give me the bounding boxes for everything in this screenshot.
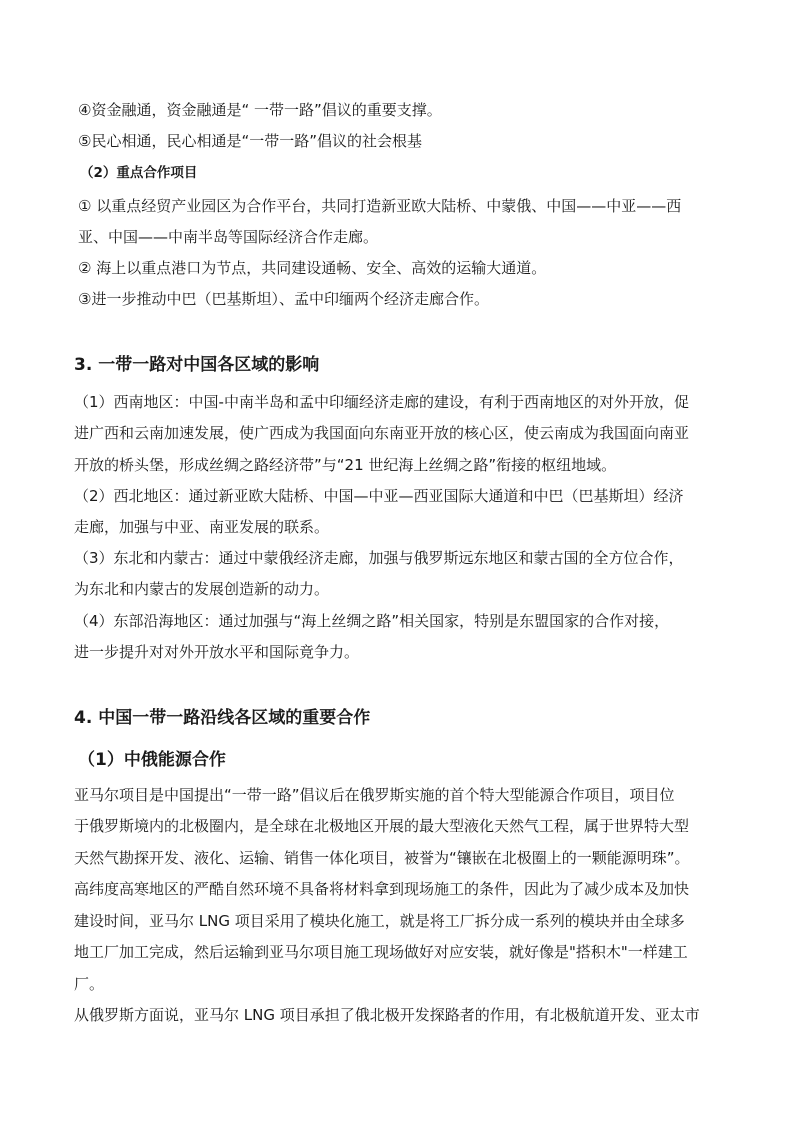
section-4-p1-line-1: 亚马尔项目是中国提出“一带一路”倡议后在俄罗斯实施的首个特大型能源合作项目，项目位: [74, 786, 675, 804]
section-4-p1-line-5: 建设时间，亚马尔 LNG 项目采用了模块化施工，就是将工厂拆分成一系列的模块并由全球多: [74, 912, 685, 930]
project-3: ③进一步推动中巴（巴基斯坦）、孟中印缅两个经济走廊合作。: [78, 290, 489, 308]
section-3-p3-line-2: 为东北和内蒙古的发展创造新的动力。: [74, 580, 330, 598]
section-3-p3-line-1: （3）东北和内蒙古：通过中蒙俄经济走廊，加强与俄罗斯远东地区和蒙古国的全方位合作，: [74, 549, 684, 567]
section-3-p4-line-2: 进一步提升对对外开放水平和国际竟争力。: [74, 643, 360, 661]
energy-cooperation-subheading: （1）中俄能源合作: [78, 750, 226, 770]
section-4-p1-line-3: 天然气勘探开发、液化、运输、销售一体化项目，被誉为“镶嵌在北极圈上的一颗能源明珠”。: [74, 849, 690, 867]
section-3-p1-line-3: 开放的桥头堡，形成丝绸之路经济带”与“21 世纪海上丝绸之路”衔接的枢纽地域。: [74, 456, 617, 474]
section-3-p2-line-1: （2）西北地区：通过新亚欧大陆桥、中国—中亚—西亚国际大通道和中巴（巴基斯坦）经济: [74, 487, 684, 505]
section-3-p4-line-1: （4）东部沿海地区：通过加强与“海上丝绸之路”相关国家，特别是东盟国家的合作对接，: [74, 612, 670, 630]
section-4-p2-line-1: 从俄罗斯方面说，亚马尔 LNG 项目承担了俄北极开发探路者的作用，有北极航道开发、亚太市: [74, 1006, 700, 1024]
cooperation-item-5: ⑤民心相通，民心相通是“一带一路”倡议的社会根基: [78, 132, 422, 150]
section-3-p2-line-2: 走廊，加强与中亚、南亚发展的联系。: [74, 518, 330, 536]
section-3-p1-line-1: （1）西南地区：中国-中南半岛和孟中印缅经济走廊的建设，有利于西南地区的对外开放，促: [74, 393, 689, 411]
key-projects-subheading: （2）重点合作项目: [80, 165, 198, 181]
project-2: ② 海上以重点港口为节点，共同建设通畅、安全、高效的运输大通道。: [78, 259, 547, 277]
section-3-p1-line-2: 进广西和云南加速发展，使广西成为我国面向东南亚开放的核心区，使云南成为我国面向南亚: [74, 424, 690, 442]
section-4-p1-line-4: 高纬度高寒地区的严酷自然环境不具备将材料拿到现场施工的条件，因此为了减少成本及加快: [74, 880, 690, 898]
section-3-heading: 3. 一带一路对中国各区域的影响: [74, 355, 320, 375]
section-4-p1-line-6: 地工厂加工完成，然后运输到亚马尔项目施工现场做好对应安装，就好像是"搭积木"一样建工: [74, 943, 688, 961]
cooperation-item-4: ④资金融通，资金融通是“ 一带一路”倡议的重要支撑。: [78, 101, 442, 119]
section-4-p1-line-2: 于俄罗斯境内的北极圈内，是全球在北极地区开展的最大型液化天然气工程，属于世界特大型: [74, 817, 690, 835]
section-4-heading: 4. 中国一带一路沿线各区域的重要合作: [74, 708, 371, 728]
project-1-line-1: ① 以重点经贸产业园区为合作平台，共同打造新亚欧大陆桥、中蒙俄、中国——中亚——西: [78, 197, 682, 215]
section-4-p1-line-7: 厂。: [74, 975, 105, 993]
project-1-line-2: 亚、中国——中南半岛等国际经济合作走廊。: [78, 228, 379, 246]
